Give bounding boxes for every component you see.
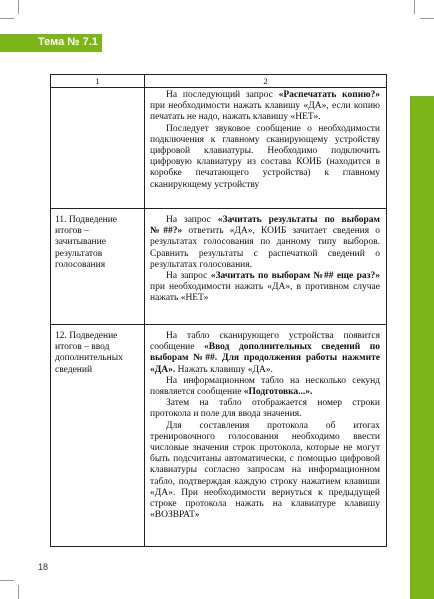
side-accent-strip: [410, 96, 434, 599]
row-divider: [51, 208, 386, 209]
row3-paragraph-1: На табло сканирующего устройства появится сообщение «Ввод дополнительных сведений по выборам №##. Для продолжения работы нажмите «ДА». Нажать клавишу «ДА».: [150, 331, 380, 375]
crop-mark: [0, 18, 14, 19]
row3-step-label: 12. Подведение итогов – ввод дополнительных сведений: [55, 331, 123, 375]
row2-description: [150, 215, 380, 305]
page-number: 18: [38, 562, 49, 572]
column-header-2: 2: [263, 76, 268, 86]
row3-paragraph-4: Для составления протокола об итогах тренировочного голосования необходимо ввести числовые значения строк протокола, которые не могут быть подсчитаны автоматически, с помощью цифровой клавиатуры согласно запросам на информационном табло, подтверждая каждую строку нажатием клавиши «ДА». При необходимости вернуться к предыдущей строке протокола нажать на клавиатуре клавишу «ВОЗВРАТ»: [150, 420, 380, 521]
row1-description: [150, 90, 380, 191]
crop-mark: [414, 0, 415, 14]
column-divider: [144, 75, 145, 546]
topic-header: [0, 34, 102, 52]
crop-mark: [420, 18, 434, 19]
row2-paragraph-2: На запрос «Зачитать по выборам №## еще раз?» при необходимости нажать «ДА», в противном случае нажать «НЕТ»: [150, 271, 380, 304]
crop-mark: [18, 585, 19, 599]
row3-description: [150, 331, 380, 521]
crop-mark: [18, 0, 19, 14]
row1-paragraph-1: На последующий запрос «Распечатать копию?» при необходимости нажать клавишу «ДА», если копию печатать не надо, нажать клавишу «НЕТ».: [150, 90, 380, 123]
row-divider: [51, 324, 386, 325]
procedure-table: [50, 74, 387, 547]
crop-mark: [0, 580, 14, 581]
row2-paragraph-1: На запрос «Зачитать результаты по выборам №##?» ответить «ДА», КОИБ зачитает сведения о результатах голосования по данному типу выборов. Сравнить результаты с распечаткой сведений о результатах голосования.: [150, 215, 381, 270]
row3-paragraph-3: Затем на табло отображается номер строки протокола и поле для ввода значения.: [150, 398, 380, 420]
row3-paragraph-2: На информационном табло на несколько секунд появляется сообщение «Подготовка...».: [150, 375, 380, 398]
header-divider: [51, 87, 386, 88]
topic-label: Тема № 7.1: [38, 36, 98, 48]
row1-paragraph-2: Последует звуковое сообщение о необходимости подключения к главному сканирующему устройству цифровой клавиатуры. Необходимо подключить цифровую клавиатуру из состава КОИБ (находится в коробке печатающего устройства) к главному сканирующему устройству: [150, 123, 380, 190]
row2-step-label: 11. Подведение итогов – зачитывание результатов голосования: [55, 215, 118, 270]
column-header-1: 1: [95, 76, 100, 86]
